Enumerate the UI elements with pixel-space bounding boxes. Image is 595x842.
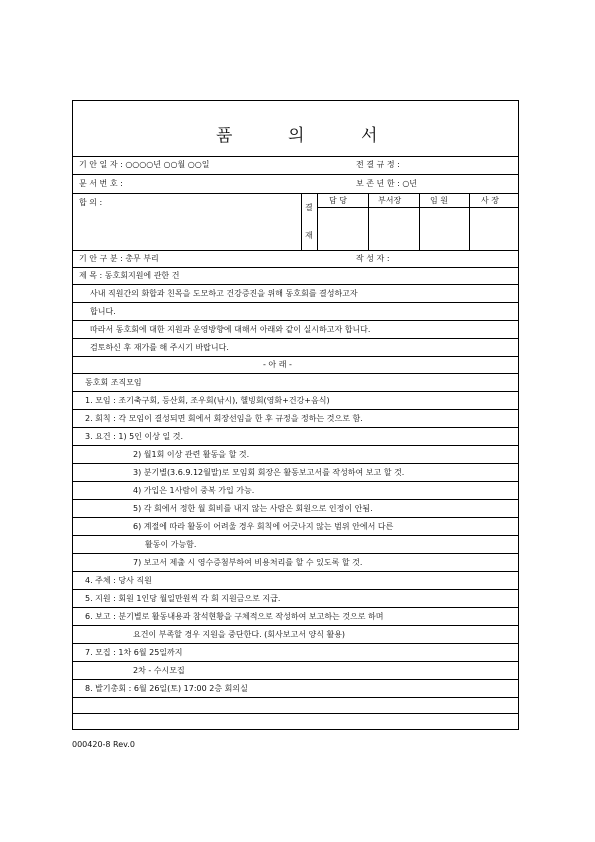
cooperation-approval-row [73,194,518,251]
form-code: 000420-8 Rev.0 [72,740,135,749]
item-line: 2. 회칙 : 각 모임이 결성되면 회에서 회장선임을 한 후 규정을 정하는 것으로 함. [85,414,363,423]
item-row [73,392,518,410]
body-row [73,303,518,321]
doc-no-row [73,175,518,194]
draft-date: 기 안 일 자 : ○○○○년 ○○월 ○○일 [79,160,210,169]
approval-form [72,100,519,730]
title-char-1: 품 [216,126,233,146]
title-char-2: 의 [288,126,305,146]
item-row [73,662,518,680]
item-line: 동호회 조직모임 [85,378,142,387]
item-line: 2) 월1회 이상 관련 활동을 할 것. [133,450,250,459]
draft-type: 기 안 구 분 : 총무 부리 [79,254,159,263]
body-row [73,285,518,303]
subject-row [73,268,518,285]
draft-date-row [73,156,518,175]
body-line: 검토하신 후 재가를 해 주시기 바랍니다. [90,343,229,352]
approver-dept-head: 부서장 [378,196,402,205]
body-row [73,339,518,357]
approver-president: 사 장 [481,196,499,205]
item-row [73,428,518,446]
item-line: 4. 주체 : 당사 직원 [85,576,152,585]
approval-rule: 전 결 규 정 : [356,160,400,169]
draft-type-row [73,251,518,268]
approver-staff: 담 당 [329,196,347,205]
title-char-3: 서 [361,126,378,146]
body-line: 합니다. [90,307,116,316]
item-line: 활동이 가능함. [145,540,197,549]
author: 작 성 자 : [356,254,390,263]
doc-number: 문 서 번 호 : [79,179,123,188]
item-line: 7. 모집 : 1차 6월 25일까지 [85,648,183,657]
item-line: 5) 각 회에서 정한 월 회비를 내지 않는 사람은 회원으로 인정이 안됨. [133,504,373,513]
empty-row [73,698,518,714]
item-line: 8. 발기총회 : 6월 26일(토) 17:00 2층 회의실 [85,684,248,693]
cooperation-label: 합 의 : [79,198,103,207]
item-row [73,590,518,608]
item-row [73,644,518,662]
item-line: 5. 지원 : 회원 1인당 월일만원씩 각 회 지원금으로 지급. [85,594,281,603]
item-row [73,464,518,482]
item-line: 4) 가입은 1사람이 중복 가입 가능. [133,486,255,495]
approval-label-top: 결 [305,203,313,212]
approver-executive: 임 원 [430,196,448,205]
item-row [73,446,518,464]
item-row [73,626,518,644]
body-row [73,321,518,339]
item-line: 2차 - 수시모집 [133,666,185,675]
body-row [73,357,518,374]
approval-label-bottom: 재 [305,231,313,240]
body-line: 따라서 동호회에 대한 지원과 운영방향에 대해서 아래와 같이 실시하고자 합니다. [90,325,371,334]
body-line: 사내 직원간의 화합과 친목을 도모하고 건강증진을 위해 동호회를 결성하고자 [90,289,358,298]
item-row [73,536,518,554]
item-line: 3. 요건 : 1) 5인 이상 일 것. [85,432,184,441]
item-row [73,608,518,626]
item-row [73,554,518,572]
subject: 제 목 : 동호회지원에 관한 건 [79,271,180,280]
item-row [73,482,518,500]
form-title [73,101,518,157]
item-line: 요건이 부족할 경우 지원을 중단한다. (회사보고서 양식 활용) [133,630,346,639]
item-row [73,572,518,590]
item-row [73,518,518,536]
item-row [73,680,518,698]
item-row [73,410,518,428]
item-row [73,500,518,518]
item-row [73,374,518,392]
item-line: 6. 보고 : 분기별로 활동내용과 참석현황을 구체적으로 작성하여 보고하는 것으로 하며 [85,612,384,621]
item-line: 6) 계절에 따라 활동이 어려울 경우 회칙에 어긋나지 않는 범위 안에서 다른 [133,522,394,531]
below-heading: - 아 래 - [263,360,292,369]
item-line: 7) 보고서 제출 시 영수증첨부하여 비용처리를 할 수 있도록 할 것. [133,558,363,567]
item-line: 3) 분기별(3.6.9.12월말)로 모임회 회장은 활동보고서를 작성하여 보고 할 것. [133,468,405,477]
item-line: 1. 모임 : 조기축구회, 등산회, 조우회(낚시), 헬빙회(영화+건강+음식) [85,396,330,405]
retention-period: 보 존 년 한 : ○년 [356,179,418,188]
